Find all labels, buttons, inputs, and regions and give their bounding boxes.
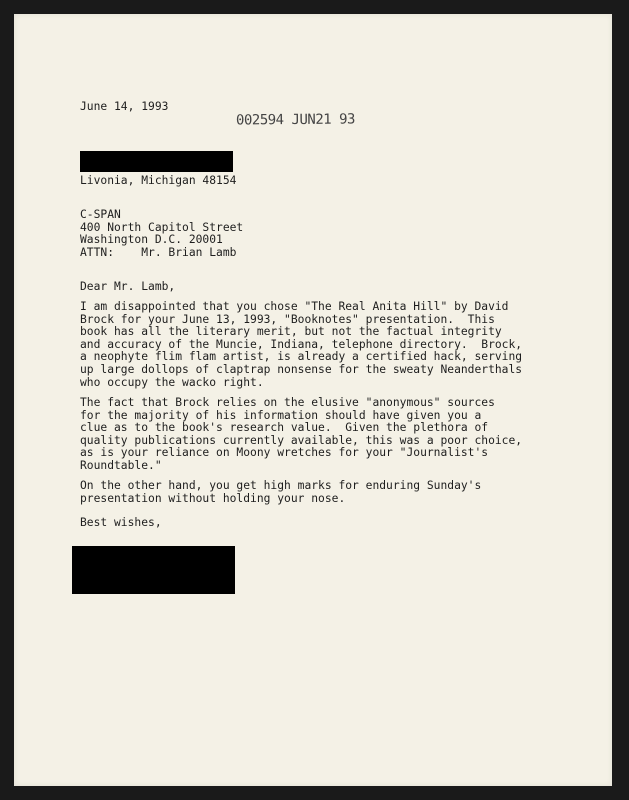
sender-city: Livonia, Michigan 48154 bbox=[80, 174, 237, 187]
text-line: presentation without holding your nose. bbox=[80, 491, 346, 505]
text-line: The fact that Brock relies on the elusive "anonymous" sources bbox=[80, 396, 495, 409]
text-line: a neophyte flim flam artist, is already a certified hack, serving bbox=[80, 350, 523, 364]
text-line: as is your reliance on Moony wretches for your "Journalist's bbox=[80, 446, 489, 460]
recipient-line: ATTN: Mr. Brian Lamb bbox=[80, 245, 237, 259]
paragraph-3 bbox=[80, 480, 481, 505]
text-line: On the other hand, you get high marks for enduring Sunday's bbox=[80, 479, 482, 492]
recipient-address bbox=[80, 209, 243, 259]
paragraph-1 bbox=[80, 301, 522, 389]
text-line: up large dollops of claptrap nonsense for the sweaty Neanderthals bbox=[80, 362, 523, 376]
closing: Best wishes, bbox=[80, 516, 162, 529]
text-line: Brock for your June 13, 1993, "Booknotes" presentation. This bbox=[80, 312, 495, 326]
salutation: Dear Mr. Lamb, bbox=[80, 280, 176, 293]
text-line: Roundtable." bbox=[80, 458, 162, 472]
redacted-signature bbox=[72, 546, 235, 594]
received-stamp: 002594 JUN21 93 bbox=[235, 111, 356, 129]
recipient-line: 400 North Capitol Street bbox=[80, 220, 244, 234]
text-line: and accuracy of the Muncie, Indiana, telephone directory. Brock, bbox=[80, 337, 523, 351]
redacted-sender-name bbox=[80, 151, 233, 172]
paragraph-2 bbox=[80, 397, 522, 473]
text-line: for the majority of his information should have given you a bbox=[80, 408, 482, 422]
recipient-line: Washington D.C. 20001 bbox=[80, 233, 223, 247]
text-line: who occupy the wacko right. bbox=[80, 375, 264, 389]
text-line: clue as to the book's research value. Given the plethora of bbox=[80, 421, 489, 435]
text-line: book has all the literary merit, but not the factual integrity bbox=[80, 325, 502, 339]
recipient-line: C-SPAN bbox=[80, 208, 121, 221]
text-line: quality publications currently available, this was a poor choice, bbox=[80, 433, 523, 447]
letter-date: June 14, 1993 bbox=[80, 100, 169, 113]
text-line: I am disappointed that you chose "The Real Anita Hill" by David bbox=[80, 300, 509, 313]
